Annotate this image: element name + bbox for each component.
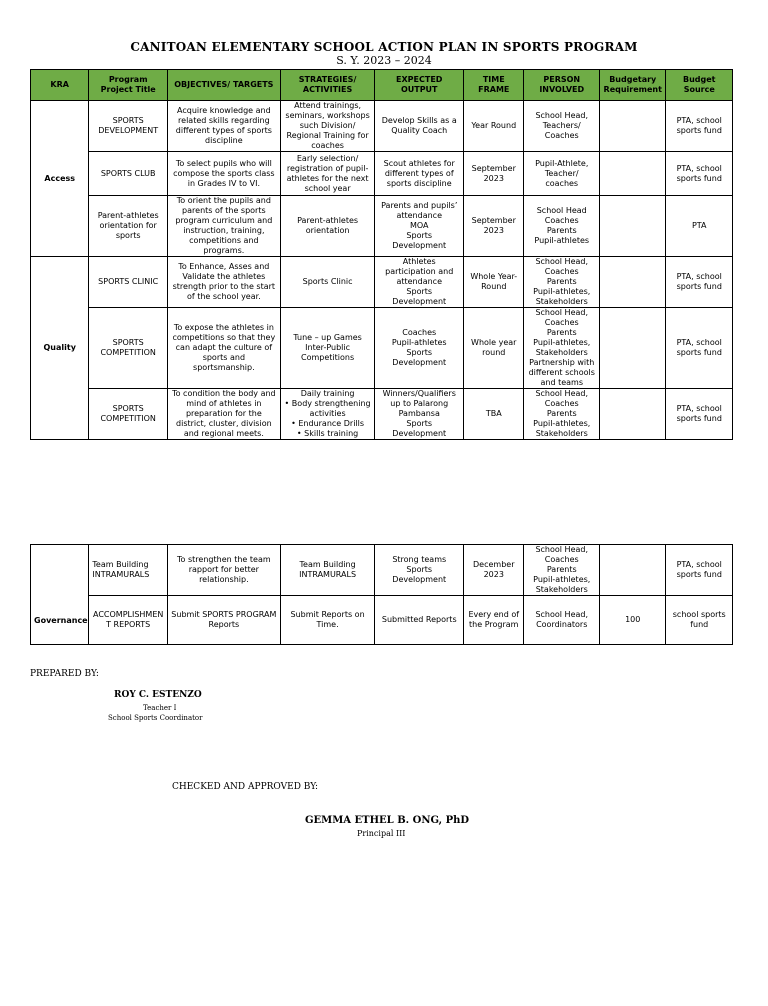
cell-time: Whole Year-Round xyxy=(464,257,524,308)
cell-budget xyxy=(600,101,666,152)
cell-objective: To Enhance, Asses and Validate the athletes strength prior to the start of the school year. xyxy=(167,257,280,308)
header-objectives: OBJECTIVES/ TARGETS xyxy=(167,70,280,101)
cell-budget xyxy=(600,545,666,596)
kra-access: Access xyxy=(31,101,89,257)
cell-time: September 2023 xyxy=(464,196,524,257)
header-source: Budget Source xyxy=(666,70,733,101)
preparer-position: Teacher I xyxy=(143,704,177,712)
checked-approved-label: CHECKED AND APPROVED BY: xyxy=(172,782,319,792)
cell-title: SPORTS CLINIC xyxy=(89,257,168,308)
cell-budget xyxy=(600,257,666,308)
table-row xyxy=(31,389,733,440)
cell-title: SPORTS DEVELOPMENT xyxy=(89,101,168,152)
table-row xyxy=(31,101,733,152)
cell-source: PTA xyxy=(666,196,733,257)
school-year: S. Y. 2023 – 2024 xyxy=(336,54,432,67)
cell-objective: To orient the pupils and parents of the sports program curriculum and instruction, training, competitions and programs. xyxy=(167,196,280,257)
cell-time: Whole year round xyxy=(464,308,524,389)
cell-strategy: Attend trainings, seminars, workshops such Division/ Regional Training for coaches xyxy=(280,101,375,152)
cell-source: PTA, school sports fund xyxy=(666,389,733,440)
cell-strategy: Sports Clinic xyxy=(280,257,375,308)
cell-title: SPORTS COMPETITION xyxy=(89,389,168,440)
action-plan-table xyxy=(30,69,733,440)
header-output: EXPECTED OUTPUT xyxy=(375,70,464,101)
prepared-by-label: PREPARED BY: xyxy=(30,669,99,679)
cell-person: School Head, Teachers/ Coaches xyxy=(524,101,600,152)
cell-output: Scout athletes for different types of sports discipline xyxy=(375,152,464,196)
cell-output: Parents and pupils’ attendance MOA Sports Development xyxy=(375,196,464,257)
cell-person: School Head, Coaches Parents Pupil-athletes, Stakeholders xyxy=(524,389,600,440)
cell-time: December 2023 xyxy=(464,545,524,596)
cell-objective: To expose the athletes in competitions so that they can adapt the culture of sports and sportsmanship. xyxy=(167,308,280,389)
header-title: Program Project Title xyxy=(89,70,168,101)
governance-table xyxy=(30,544,733,645)
cell-source: PTA, school sports fund xyxy=(666,257,733,308)
cell-source: PTA, school sports fund xyxy=(666,545,733,596)
table-row xyxy=(31,257,733,308)
cell-time: TBA xyxy=(464,389,524,440)
cell-title: Parent-athletes orientation for sports xyxy=(89,196,168,257)
cell-objective: To select pupils who will compose the sports class in Grades IV to VI. xyxy=(167,152,280,196)
header-person: PERSON INVOLVED xyxy=(524,70,600,101)
cell-person: School Head, Coaches Parents Pupil-athletes, Stakeholders xyxy=(524,257,600,308)
cell-source: PTA, school sports fund xyxy=(666,101,733,152)
preparer-role: School Sports Coordinator xyxy=(108,714,203,722)
cell-output: Develop Skills as a Quality Coach xyxy=(375,101,464,152)
cell-objective: Submit SPORTS PROGRAM Reports xyxy=(167,596,280,645)
table-row xyxy=(31,152,733,196)
cell-strategy: Daily training • Body strengthening activities • Endurance Drills • Skills training xyxy=(280,389,375,440)
document-title: CANITOAN ELEMENTARY SCHOOL ACTION PLAN IN SPORTS PROGRAM xyxy=(130,40,638,54)
cell-title: Team Building INTRAMURALS xyxy=(89,545,168,596)
cell-budget xyxy=(600,152,666,196)
header-time: TIME FRAME xyxy=(464,70,524,101)
cell-title: SPORTS COMPETITION xyxy=(89,308,168,389)
cell-objective: To condition the body and mind of athletes in preparation for the district, cluster, division and regional meets. xyxy=(167,389,280,440)
cell-output: Strong teams Sports Development xyxy=(375,545,464,596)
cell-time: Every end of the Program xyxy=(464,596,524,645)
cell-strategy: Early selection/ registration of pupil-athletes for the next school year xyxy=(280,152,375,196)
cell-person: School Head, Coordinators xyxy=(524,596,600,645)
table-row xyxy=(31,308,733,389)
header-kra: KRA xyxy=(31,70,89,101)
cell-objective: Acquire knowledge and related skills regarding different types of sports discipline xyxy=(167,101,280,152)
cell-strategy: Team Building INTRAMURALS xyxy=(280,545,375,596)
cell-person: School Head, Coaches Parents Pupil-athletes, Stakeholders xyxy=(524,545,600,596)
cell-time: September 2023 xyxy=(464,152,524,196)
cell-budget xyxy=(600,308,666,389)
table-row xyxy=(31,596,733,645)
cell-output: Winners/Qualifiers up to Palarong Pambansa Sports Development xyxy=(375,389,464,440)
cell-title: SPORTS CLUB xyxy=(89,152,168,196)
preparer-name: ROY C. ESTENZO xyxy=(114,690,202,700)
kra-governance: Governance xyxy=(31,545,89,645)
cell-budget: 100 xyxy=(600,596,666,645)
kra-quality: Quality xyxy=(31,257,89,440)
cell-person: School Head Coaches Parents Pupil-athletes xyxy=(524,196,600,257)
table-row xyxy=(31,545,733,596)
cell-output: Submitted Reports xyxy=(375,596,464,645)
header-strategies: STRATEGIES/ ACTIVITIES xyxy=(280,70,375,101)
cell-strategy: Submit Reports on Time. xyxy=(280,596,375,645)
cell-source: PTA, school sports fund xyxy=(666,152,733,196)
table-row xyxy=(31,196,733,257)
cell-budget xyxy=(600,196,666,257)
cell-objective: To strengthen the team rapport for better relationship. xyxy=(167,545,280,596)
cell-budget xyxy=(600,389,666,440)
cell-source: PTA, school sports fund xyxy=(666,308,733,389)
header-row xyxy=(31,70,733,101)
cell-source: school sports fund xyxy=(666,596,733,645)
header-budget: Budgetary Requirement xyxy=(600,70,666,101)
cell-output: Athletes participation and attendance Sports Development xyxy=(375,257,464,308)
cell-strategy: Parent-athletes orientation xyxy=(280,196,375,257)
cell-person: Pupil-Athlete, Teacher/ coaches xyxy=(524,152,600,196)
cell-time: Year Round xyxy=(464,101,524,152)
approver-position: Principal III xyxy=(357,829,406,838)
cell-output: Coaches Pupil-athletes Sports Development xyxy=(375,308,464,389)
approver-name: GEMMA ETHEL B. ONG, PhD xyxy=(305,815,470,826)
cell-strategy: Tune – up Games Inter-Public Competitions xyxy=(280,308,375,389)
cell-person: School Head, Coaches Parents Pupil-athletes, Stakeholders Partnership with different schools and teams xyxy=(524,308,600,389)
cell-title: ACCOMPLISHMEN T REPORTS xyxy=(89,596,168,645)
